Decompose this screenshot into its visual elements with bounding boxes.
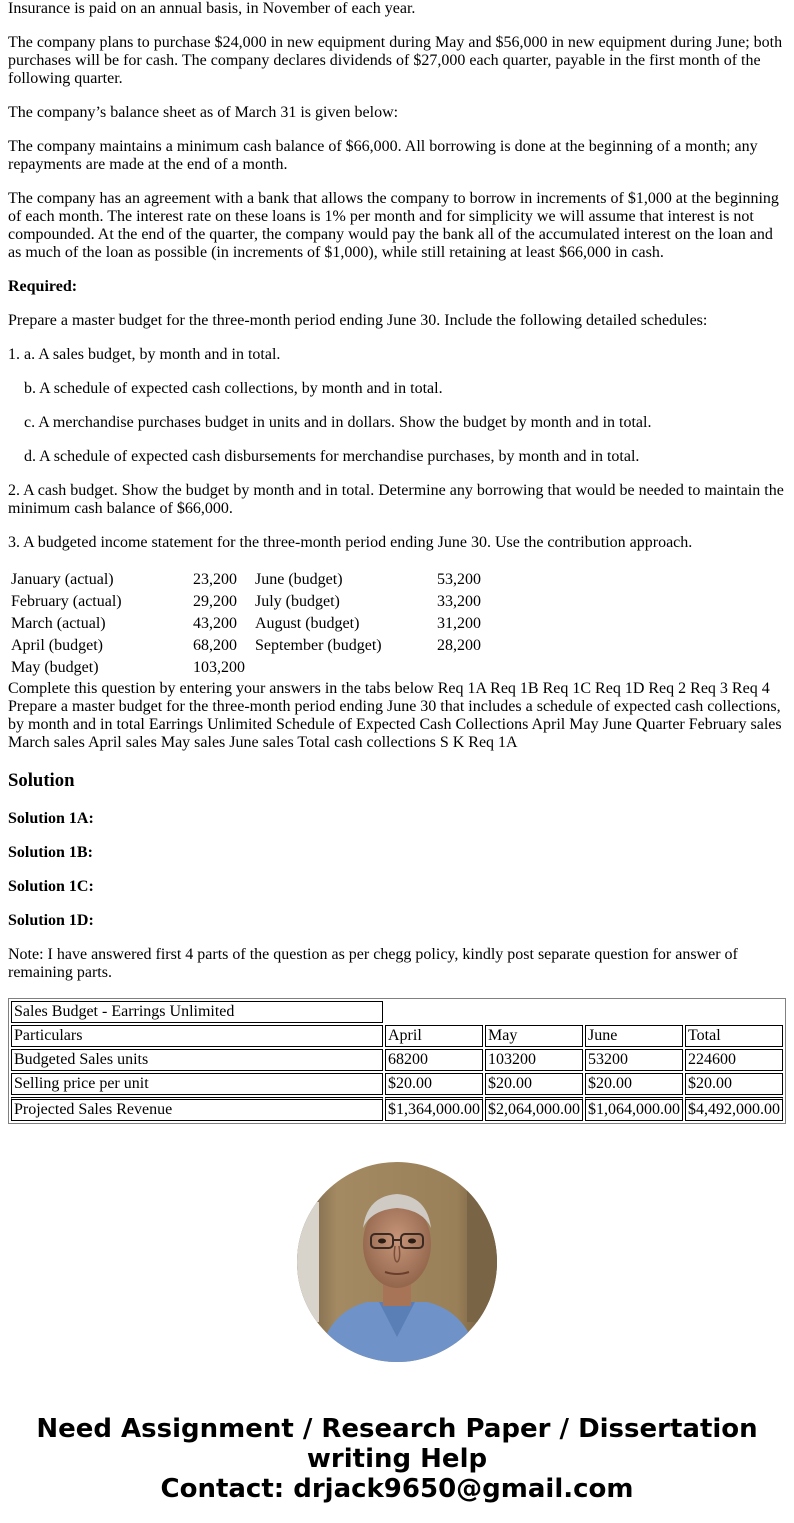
units-value: 23,200 — [193, 571, 237, 588]
row-cell: 224600 — [685, 1049, 783, 1071]
solution-1b-label: Solution 1B: — [8, 844, 93, 861]
sales-budget-table — [8, 998, 786, 1124]
req-1c: c. A merchandise purchases budget in units and in dollars. Show the budget by month and in total. — [24, 414, 652, 431]
min-cash-paragraph: The company maintains a minimum cash balance of $66,000. All borrowing is done at the beginning of a month; any repayments are made at the end of a month. — [8, 138, 758, 173]
author-photo — [297, 1162, 497, 1362]
header-june: June — [585, 1025, 683, 1047]
question-tab-text: Complete this question by entering your answers in the tabs below Req 1A Req 1B Req 1C Req 1D Req 2 Req 3 Req 4 Prepare a master budget for the three-month period ending June 30 that includes a schedule of expected cash collections, by month and in total Earrings Unlimited Schedule of Expected Cash Collections April May June Quarter February sales March sales April sales May sales June sales Total cash collections S K Req 1A — [8, 680, 782, 751]
units-value: 53,200 — [437, 571, 481, 588]
solution-1c-label: Solution 1C: — [8, 878, 94, 895]
row-cell: 68200 — [385, 1049, 483, 1071]
equipment-paragraph: The company plans to purchase $24,000 in new equipment during May and $56,000 in new equipment during June; both purchases will be for cash. The company declares dividends of $27,000 each quarter, payable in the first month of the following quarter. — [8, 34, 783, 87]
sales-budget-title: Sales Budget - Earrings Unlimited — [11, 1001, 383, 1023]
units-value: 43,200 — [193, 615, 237, 632]
total-cell: $2,064,000.00 — [485, 1097, 583, 1121]
promo-line-2: writing Help — [306, 1444, 488, 1474]
total-label: Projected Sales Revenue — [11, 1097, 383, 1121]
units-value: 33,200 — [437, 593, 481, 610]
table-row — [11, 1049, 783, 1071]
total-cell: $1,064,000.00 — [585, 1097, 683, 1121]
table-row — [10, 636, 496, 656]
month-label: July (budget) — [255, 593, 340, 610]
month-label: June (budget) — [255, 571, 343, 588]
row-label: Budgeted Sales units — [11, 1049, 383, 1071]
row-cell: 53200 — [585, 1049, 683, 1071]
month-label: April (budget) — [11, 637, 103, 654]
table-row — [10, 658, 496, 678]
req-1b: b. A schedule of expected cash collections, by month and in total. — [24, 380, 443, 397]
row-cell: 103200 — [485, 1049, 583, 1071]
insurance-paragraph: Insurance is paid on an annual basis, in November of each year. — [8, 0, 416, 17]
month-label: May (budget) — [11, 659, 99, 676]
table-row — [10, 592, 496, 612]
total-cell: $1,364,000.00 — [385, 1097, 483, 1121]
req-3: 3. A budgeted income statement for the three-month period ending June 30. Use the contribution approach. — [8, 534, 693, 551]
table-row — [10, 570, 496, 590]
req-1d: d. A schedule of expected cash disbursements for merchandise purchases, by month and in total. — [24, 448, 640, 465]
solution-1a-label: Solution 1A: — [8, 810, 94, 827]
row-cell: $20.00 — [685, 1073, 783, 1095]
row-label: Selling price per unit — [11, 1073, 383, 1095]
header-total: Total — [685, 1025, 783, 1047]
month-label: March (actual) — [11, 615, 106, 632]
table-row — [10, 614, 496, 634]
solution-1d-label: Solution 1D: — [8, 912, 94, 929]
prepare-paragraph: Prepare a master budget for the three-month period ending June 30. Include the following detailed schedules: — [8, 312, 708, 329]
required-heading: Required: — [8, 278, 78, 295]
total-row — [11, 1097, 783, 1121]
total-cell: $4,492,000.00 — [685, 1097, 783, 1121]
solution-note: Note: I have answered first 4 parts of the question as per chegg policy, kindly post separate question for answer of remaining parts. — [8, 946, 738, 981]
row-cell: $20.00 — [485, 1073, 583, 1095]
header-may: May — [485, 1025, 583, 1047]
row-cell: $20.00 — [585, 1073, 683, 1095]
solution-heading: Solution — [8, 770, 75, 791]
units-value: 31,200 — [437, 615, 481, 632]
month-label: January (actual) — [11, 571, 114, 588]
promo-line-1: Need Assignment / Research Paper / Dissertation — [36, 1414, 758, 1444]
req-2: 2. A cash budget. Show the budget by month and in total. Determine any borrowing that would be needed to maintain the minimum cash balance of $66,000. — [8, 482, 784, 517]
sales-units-body — [10, 570, 496, 678]
units-value: 68,200 — [193, 637, 237, 654]
sales-budget-title-row — [11, 1001, 783, 1023]
header-particulars: Particulars — [11, 1025, 383, 1047]
promo-banner — [8, 1414, 786, 1504]
row-cell: $20.00 — [385, 1073, 483, 1095]
month-label: February (actual) — [11, 593, 122, 610]
month-label: August (budget) — [255, 615, 360, 632]
units-value: 103,200 — [193, 659, 245, 676]
req-1a: 1. a. A sales budget, by month and in total. — [8, 346, 281, 363]
sales-budget-header-row — [11, 1025, 783, 1047]
bank-paragraph: The company has an agreement with a bank that allows the company to borrow in increments of $1,000 at the beginning of each month. The interest rate on these loans is 1% per month and for simplicity we will assume that interest is not compounded. At the end of the quarter, the company would pay the bank all of the accumulated interest on the loan and as much of the loan as possible (in increments of $1,000), while still retaining at least $66,000 in cash. — [8, 190, 779, 261]
header-april: April — [385, 1025, 483, 1047]
units-value: 29,200 — [193, 593, 237, 610]
units-value — [436, 658, 496, 678]
units-value: 28,200 — [437, 637, 481, 654]
month-label: September (budget) — [255, 637, 382, 654]
balance-sheet-paragraph: The company’s balance sheet as of March 31 is given below: — [8, 104, 399, 121]
table-row — [11, 1073, 783, 1095]
month-label — [254, 658, 434, 678]
author-portrait-image — [297, 1162, 497, 1362]
promo-contact: Contact: drjack9650@gmail.com — [160, 1474, 634, 1504]
sales-units-table — [8, 568, 498, 680]
